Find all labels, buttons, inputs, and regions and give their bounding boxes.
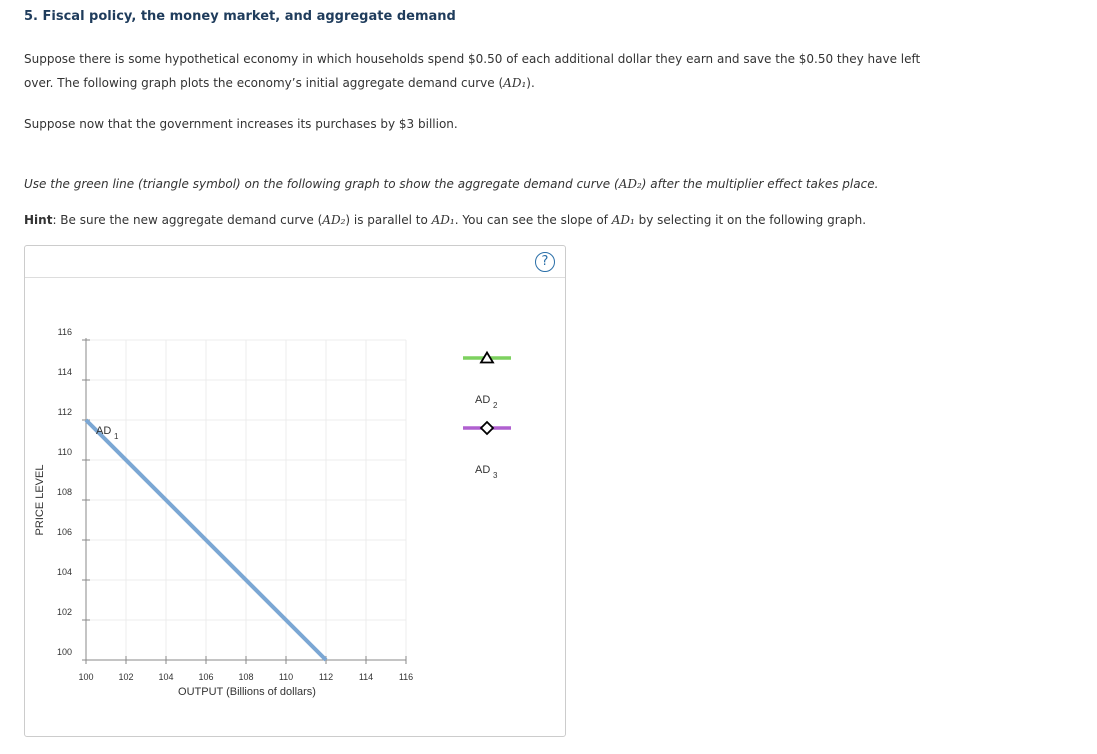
instruction-text: Use the green line (triangle symbol) on the following graph to show the aggregate demand curve ( — [24, 177, 619, 191]
hint-text: : Be sure the new aggregate demand curve ( — [52, 213, 323, 227]
y-tick-label: 116 — [57, 327, 72, 337]
y-tick-label: 108 — [56, 487, 72, 497]
x-tick-label: 104 — [158, 672, 174, 682]
y-tick-label: 110 — [57, 447, 72, 457]
scenario-line-2 — [24, 71, 944, 95]
hint-paragraph — [24, 208, 944, 232]
y-tick-label: 106 — [56, 527, 72, 537]
graph-container — [24, 245, 566, 737]
ad2-symbol: AD₂ — [618, 177, 642, 191]
ad2-tool-label: AD — [475, 394, 491, 406]
x-tick-label: 114 — [358, 672, 374, 682]
ad1-symbol: AD₁ — [503, 76, 527, 90]
x-tick-label: 112 — [318, 672, 334, 682]
x-tick-label: 110 — [278, 672, 294, 682]
scenario-line-1: Suppose there is some hypothetical economy in which households spend $0.50 of each additional dollar they earn and save the $0.50 they have left — [24, 52, 921, 66]
government-purchases-paragraph: Suppose now that the government increases its purchases by $3 billion. — [24, 117, 458, 131]
y-axis-label: PRICE LEVEL — [34, 464, 46, 536]
y-tick-label: 102 — [56, 607, 72, 617]
question-mark-icon[interactable]: ? — [535, 252, 555, 272]
scenario-text-end: ). — [526, 76, 535, 90]
x-tick-label: 102 — [118, 672, 134, 682]
hint-text-mid: ) is parallel to — [345, 213, 432, 227]
x-tick-label: 106 — [198, 672, 214, 682]
y-tick-label: 114 — [57, 367, 72, 377]
hint-ad1-symbol-2: AD₁ — [611, 213, 635, 227]
y-tick-label: 104 — [56, 567, 72, 577]
instruction-text-end: ) after the multiplier effect takes place. — [641, 177, 879, 191]
ad2-tool-label-subscript: 2 — [493, 401, 498, 410]
ad3-tool-label: AD — [475, 464, 491, 476]
x-tick-label: 116 — [398, 672, 414, 682]
ad1-curve-label: AD — [96, 425, 112, 437]
question-title: 5. Fiscal policy, the money market, and aggregate demand — [24, 9, 456, 24]
x-axis-label: OUTPUT (Billions of dollars) — [178, 686, 316, 698]
y-tick-label: 100 — [56, 647, 72, 657]
ad-graph[interactable] — [25, 278, 565, 736]
hint-ad1-symbol: AD₁ — [431, 213, 455, 227]
hint-ad2-symbol: AD₂ — [322, 213, 346, 227]
instruction-paragraph — [24, 172, 944, 196]
y-tick-label: 112 — [57, 407, 72, 417]
scenario-paragraph — [24, 47, 944, 95]
diamond-icon[interactable] — [481, 422, 493, 434]
x-tick-label: 108 — [238, 672, 254, 682]
x-tick-label: 100 — [78, 672, 94, 682]
hint-text-mid2: . You can see the slope of — [454, 213, 612, 227]
scenario-text: over. The following graph plots the economy’s initial aggregate demand curve ( — [24, 76, 504, 90]
hint-label: Hint — [24, 213, 53, 227]
ad3-tool-label-subscript: 3 — [493, 471, 498, 480]
hint-text-end: by selecting it on the following graph. — [634, 213, 867, 227]
ad1-curve-label-subscript: 1 — [114, 432, 119, 441]
graph-toolbar — [25, 246, 565, 278]
